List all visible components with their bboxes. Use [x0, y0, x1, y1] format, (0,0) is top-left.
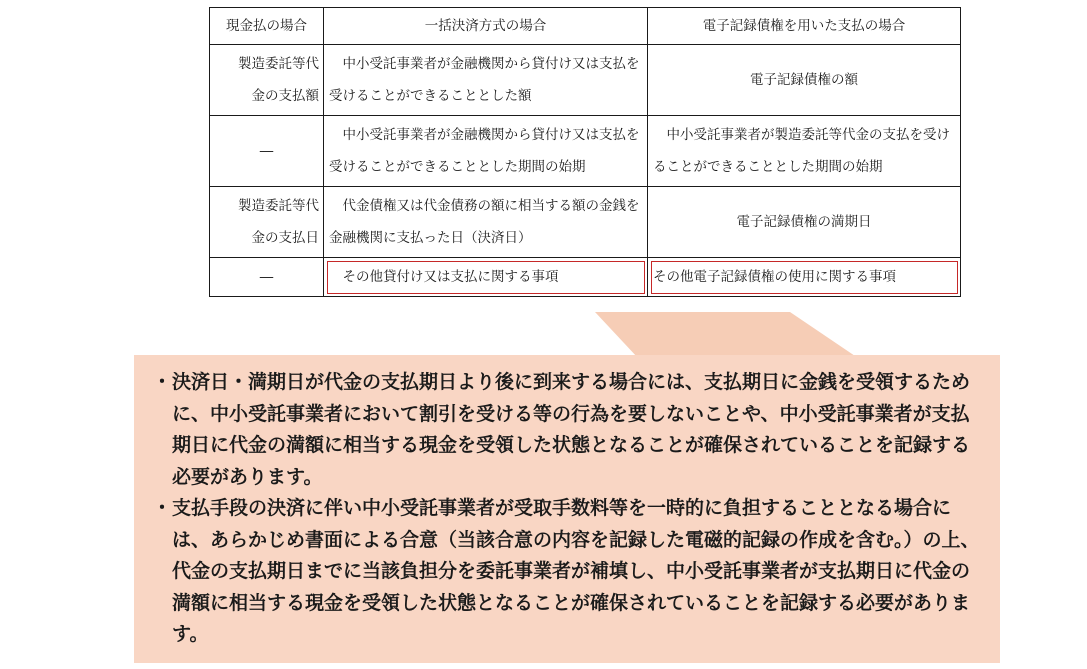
payment-method-table — [209, 7, 961, 297]
table-header-row — [210, 8, 961, 45]
cell-cash-amount: 製造委託等代金の支払額 — [210, 45, 324, 116]
cell-lump-sum-date: 代金債権又は代金債務の額に相当する額の金銭を金融機関に支払った日（決済日） — [324, 187, 648, 258]
cell-cash-other: ― — [210, 258, 324, 297]
header-lump-sum: 一括決済方式の場合 — [324, 8, 648, 45]
cell-lump-sum-amount: 中小受託事業者が金融機関から貸付け又は支払を受けることができることとした額 — [324, 45, 648, 116]
cell-electronic-other: その他電子記録債権の使用に関する事項 — [648, 258, 961, 297]
cell-lump-sum-period: 中小受託事業者が金融機関から貸付け又は支払を受けることができることとした期間の始期 — [324, 116, 648, 187]
note-text: 決済日・満期日が代金の支払期日より後に到来する場合には、支払期日に金銭を受領するために、中小受託事業者において割引を受ける等の行為を要しないことや、中小受託事業者が支払期日に代金の満額に相当する現金を受領した状態となることが確保されていることを記録する必要があります。 — [172, 371, 971, 488]
note-callout — [134, 355, 1000, 663]
cell-cash-period: ― — [210, 116, 324, 187]
note-bullet — [152, 367, 986, 493]
cell-electronic-amount: 電子記録債権の額 — [648, 45, 961, 116]
header-electronic: 電子記録債権を用いた支払の場合 — [648, 8, 961, 45]
note-text: 支払手段の決済に伴い中小受託事業者が受取手数料等を一時的に負担することとなる場合には、あらかじめ書面による合意（当該合意の内容を記録した電磁的記録の作成を含む。）の上、代金の支払期日までに当該負担分を委託事業者が補填し、中小受託事業者が支払期日に代金の満額に相当する現金を受領した状態となることが確保されていることを記録する必要があります。 — [172, 497, 980, 645]
bullet-mark: ・ — [152, 497, 172, 519]
bullet-mark: ・ — [152, 371, 172, 393]
cell-electronic-period: 中小受託事業者が製造委託等代金の支払を受けることができることとした期間の始期 — [648, 116, 961, 187]
note-bullet — [152, 493, 986, 651]
table-row — [210, 45, 961, 116]
table-row — [210, 187, 961, 258]
cell-electronic-date: 電子記録債権の満期日 — [648, 187, 961, 258]
cell-lump-sum-other: その他貸付け又は支払に関する事項 — [324, 258, 648, 297]
table-row — [210, 116, 961, 187]
header-cash: 現金払の場合 — [210, 8, 324, 45]
table-row — [210, 258, 961, 297]
cell-cash-date: 製造委託等代金の支払日 — [210, 187, 324, 258]
